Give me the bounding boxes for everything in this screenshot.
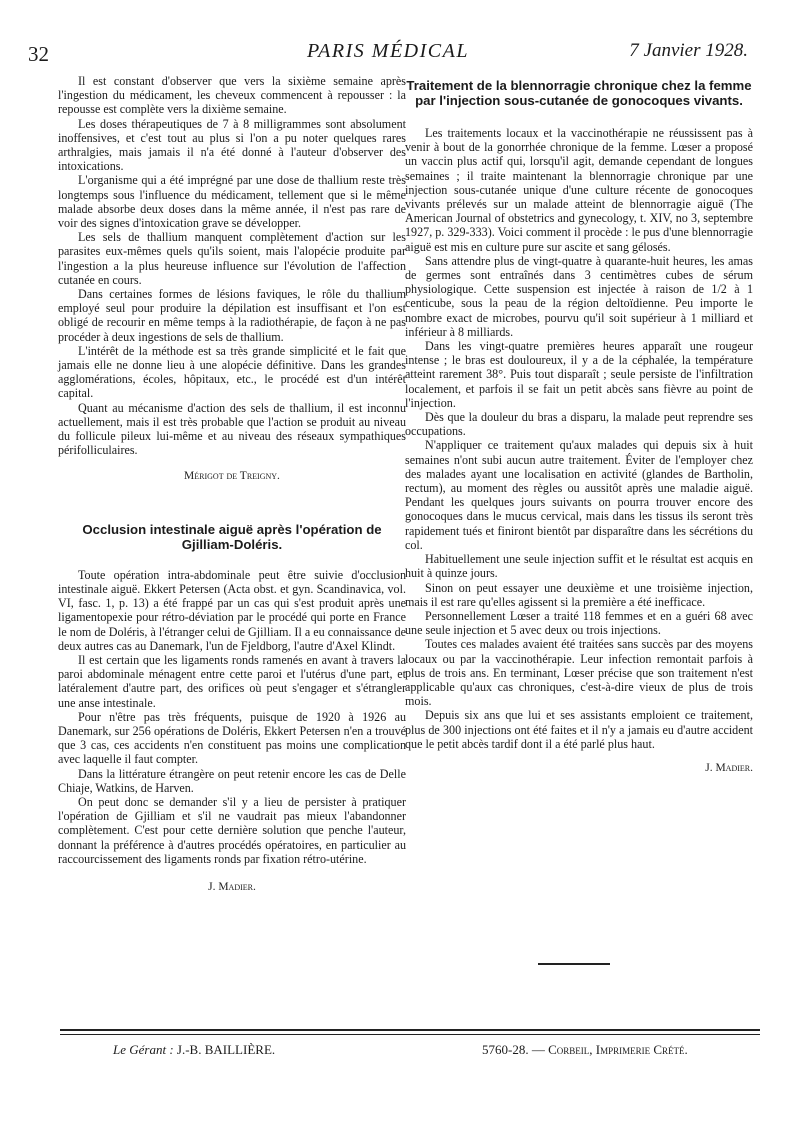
paragraph: L'organisme qui a été imprégné par une dose de thallium reste très longtemps sous l'influence du médicament, tellement que si le même malade absorbe deux doses dans la même année, il n'est pas rare de voir des signes d'intoxication grave se développer. — [58, 173, 406, 231]
footer-rule-thin — [60, 1034, 760, 1035]
author-signature: Mérigot de Treigny. — [184, 470, 280, 483]
page-number: 32 — [28, 42, 49, 66]
paragraph: Pour n'être pas très fréquents, puisque de 1920 à 1926 au Danemark, sur 256 opérations de Doléris, Ekkert Petersen n'en a trouvé que 3 cas, ces accidents n'en constituent pas moins une complication avec laquelle il faut compter. — [58, 709, 406, 767]
paragraph: Sinon on peut essayer une deuxième et une troisième injection, mais il est rare qu'elles agissent si la première a été inefficace. — [405, 580, 753, 609]
paragraph: Dès que la douleur du bras a disparu, la malade peut reprendre ses occupations. — [405, 410, 753, 439]
paragraph: Habituellement une seule injection suffit et le résultat est acquis en huit à quinze jours. — [405, 552, 753, 581]
issue-date: 7 Janvier 1928. — [629, 40, 748, 61]
paragraph: Toute opération intra-abdominale peut être suivie d'occlusion intestinale aiguë. Ekkert Petersen (Acta obst. et gyn. Scandinavica, vol. VI, fasc. 1, p. 13) a été frappé par un cas qui s'est produit après une ligamentopexie pour rétro-déviation par le procédé qui porte en France le nom de Doléris, à l'étranger celui de Gjilliam. Il a eu connaissance de deux autres cas au Danemark, l'un de Fjeldborg, l'autre d'Axel Klindt. — [58, 567, 406, 653]
paragraph: Depuis six ans que lui et ses assistants emploient ce traitement, plus de 300 injections ont été faites et il n'y a jamais eu d'autre accident que le petit abcès tardif dont il a été parlé plus haut. — [405, 708, 753, 751]
paragraph: Les sels de thallium manquent complètement d'action sur les parasites eux-mêmes quels qu'ils soient, mais l'alopécie produite par l'ingestion a la plus heureuse influence sur l'évolution de l'affection cutanée en cours. — [58, 230, 406, 287]
printer-credit: 5760-28. — Corbeil, Imprimerie Crété. — [482, 1042, 688, 1057]
gerant-line — [113, 1042, 275, 1058]
gerant-label: Le Gérant : — [113, 1042, 174, 1057]
left-column — [58, 74, 406, 894]
paragraph: Dans la littérature étrangère on peut retenir encore les cas de Delle Chiaje, Watkins, de Harven. — [58, 766, 406, 795]
author-signature: J. Madier. — [208, 880, 256, 893]
paragraph: Sans attendre plus de vingt-quatre à quarante-huit heures, les amas de germes sont entraînés dans 3 centimètres cubes de sérum physiologique. Cette suspension est injectée à raison de 1/2 à 1 centicube, sous la peau de la région deltoïdienne. Peu importe le nombre exact de microbes, pourvu qu'il soit supérieur à 1 milliard et inférieur à 8 milliards. — [405, 253, 753, 339]
article-title: Occlusion intestinale aiguë après l'opération de Gjilliam-Doléris. — [82, 521, 382, 552]
section-divider — [538, 963, 610, 965]
paragraph: On peut donc se demander s'il y a lieu de persister à pratiquer l'opération de Gjilliam et s'il ne vaudrait pas mieux l'abandonner complètement. C'est pour cette dernière solution que penche l'auteur, donnant la préférence à d'autres procédés opératoires, en particulier au raccourcissement des ligaments ronds par fixation rétro-utérine. — [58, 794, 406, 866]
paragraph: Les traitements locaux et la vaccinothérapie ne réussissent pas à venir à bout de la gonorrhée chronique de la femme. Lœser a proposé un vaccin plus actif qui, lorsqu'il agit, demande cependant de longues semaines ; il traite maintenant la blennorragie chronique par une injection sous-cutanée unique d'une culture récente de gonocoques vivants prélevés sur un malade atteint de blennorragie aiguë (The American Journal of obstetrics and gynecology, t. XIV, no 3, septembre 1927, p. 329-333). Voici comment il procède : le pus d'une blennorragie aiguë est mis en culture pure sur ascite et sang gélosés. — [405, 126, 753, 254]
paragraph: Personnellement Lœser a traité 118 femmes et en a guéri 68 avec une seule injection et 5 avec deux ou trois injections. — [405, 608, 753, 638]
paragraph: L'intérêt de la méthode est sa très grande simplicité et le fait que jamais elle ne donne lieu à une alopécie définitive. Dans les grandes agglomérations, écoles, hôpitaux, etc., le procédé est d'un intérêt capital. — [58, 343, 406, 401]
gerant-name: J.-B. BAILLIÈRE. — [176, 1042, 276, 1057]
journal-title: PARIS MÉDICAL — [307, 40, 469, 62]
paragraph: Il est certain que les ligaments ronds ramenés en avant à travers la paroi abdominale ménagent entre cette paroi et l'utérus d'une part, et latéralement d'autre part, des orifices où peut s'engager et s'étrangler une anse intestinale. — [58, 652, 406, 710]
paragraph: Les doses thérapeutiques de 7 à 8 milligrammes sont absolument inoffensives, et c'est tout au plus si l'on a pu noter quelques rares arthralgies, mais jamais il n'a été donné à l'auteur d'observer des intoxications. — [58, 116, 406, 174]
paragraph: Toutes ces malades avaient été traitées sans succès par des moyens locaux ou par la vaccinothérapie. Leur infection remontait parfois à plus de trois ans. En terminant, Lœser précise que son traitement n'est applicable qu'aux cas chroniques, c'est-à-dire vieux de plus de trois mois. — [405, 637, 753, 709]
paragraph: N'appliquer ce traitement qu'aux malades qui depuis six à huit semaines n'ont subi aucun autre traitement. Éviter de l'employer chez des malades ayant une localisation en activité (glandes de Bartholin, rectum), au moment des règles ou aussitôt après une maladie aiguë. Pendant les quelques jours suivants on pourra trouver encore des gonocoques dans le mucus cervical, mais dans les tissus ils seront très rapidement tués et finiront bientôt par disparaître dans les sécrétions du col. — [405, 438, 753, 552]
footer-rule — [60, 1029, 760, 1031]
page-header — [28, 40, 748, 68]
paragraph: Dans les vingt-quatre premières heures apparaît une rougeur intense ; le bras est douloureux, il y a de la céphalée, la température atteint rarement 38°. Puis tout disparaît ; seule persiste de l'infiltration localement, et parfois il se fait un petit abcès sans fièvre au point de l'injection. — [405, 339, 753, 410]
right-column — [405, 74, 753, 775]
article-title: Traitement de la blennorragie chronique chez la femme par l'injection sous-cutanée de gonocoques vivants. — [406, 78, 752, 108]
paragraph: Quant au mécanisme d'action des sels de thallium, il est inconnu actuellement, mais il est très probable que l'action se produit au niveau du follicule pileux lui-même et au niveau des réseaux sympathiques périfolliculaires. — [58, 400, 406, 458]
paragraph: Il est constant d'observer que vers la sixième semaine après l'ingestion du médicament, les cheveux commencent à repousser : la repousse est complète vers la dixième semaine. — [58, 74, 406, 117]
paragraph: Dans certaines formes de lésions faviques, le rôle du thallium employé seul pour produire la dépilation est insuffisant et l'on est obligé de recourir en même temps à la radiothérapie, de façon à ne pas procéder à deux ingestions de sels de thallium. — [58, 287, 406, 344]
author-signature: J. Madier. — [705, 761, 753, 774]
